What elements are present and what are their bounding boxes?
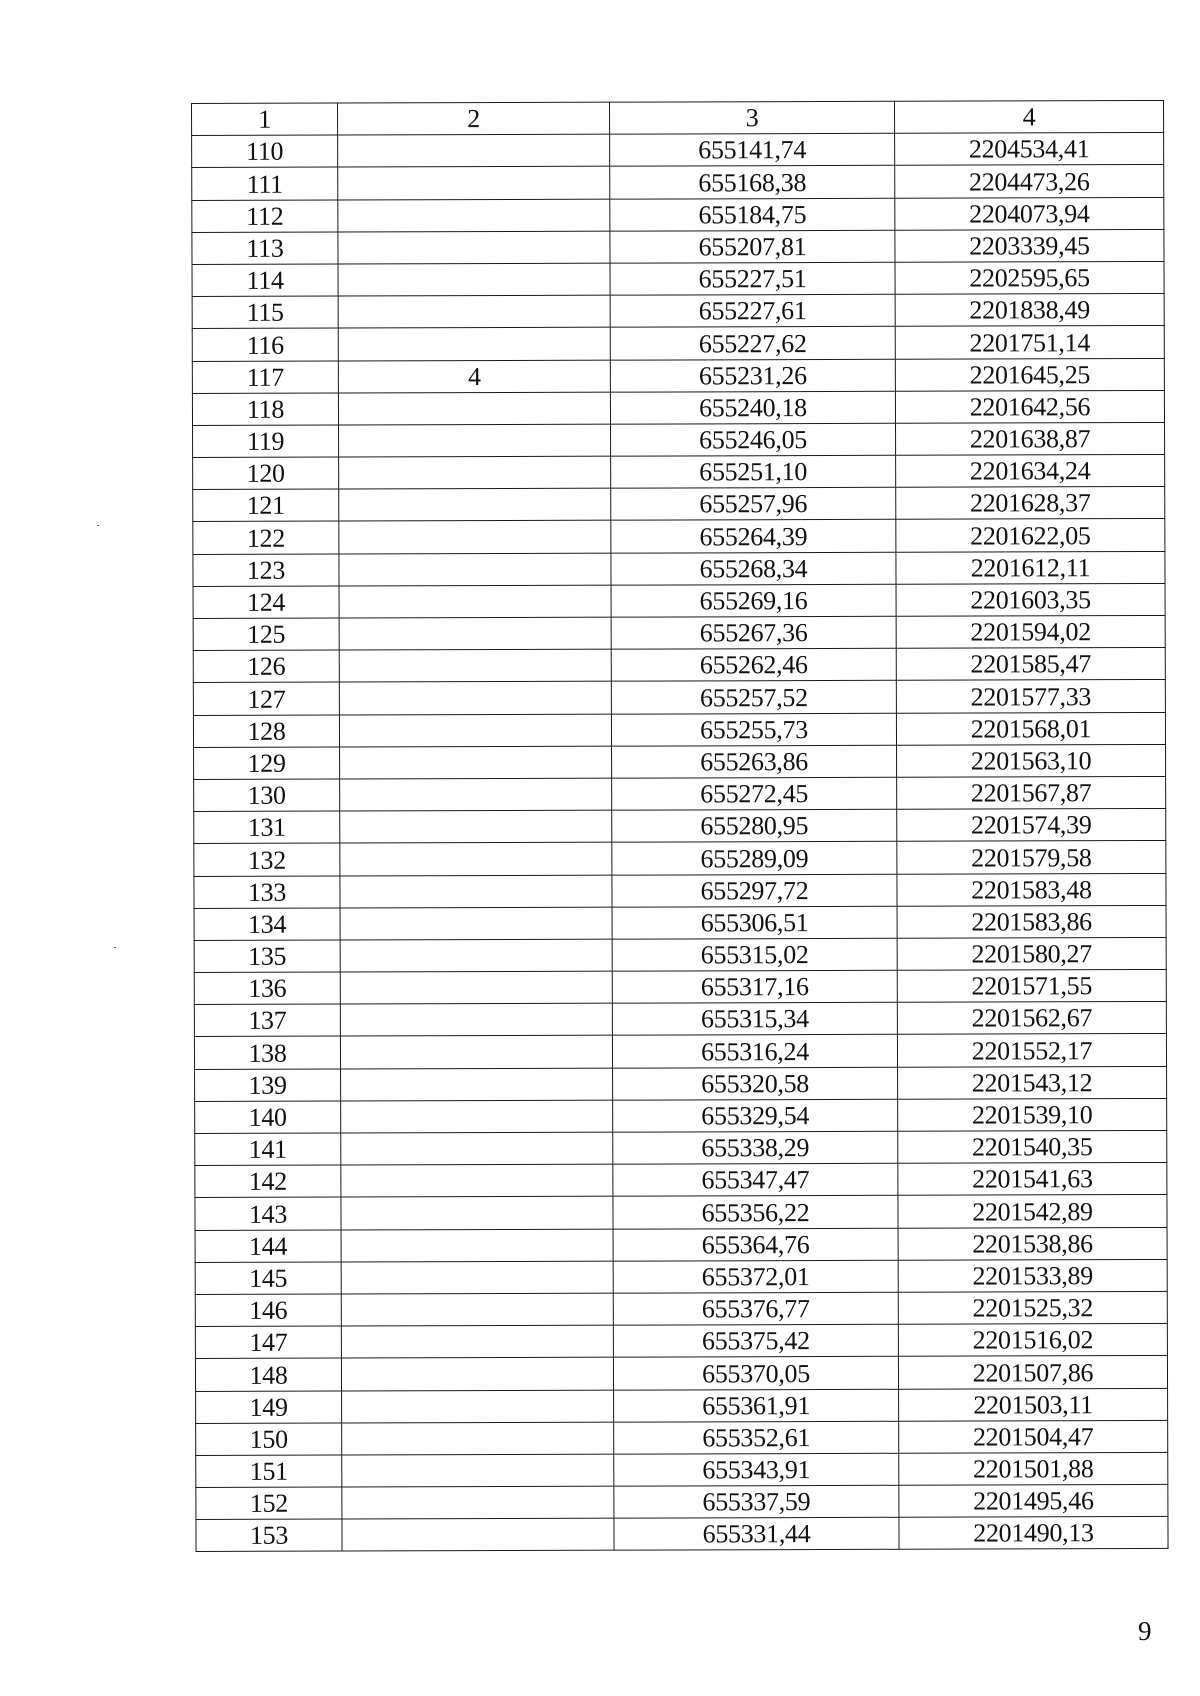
point-number-cell: 152 <box>196 1487 342 1520</box>
point-number-cell: 134 <box>194 908 340 941</box>
contour-number-cell <box>340 1036 612 1069</box>
table-row <box>193 455 1165 490</box>
y-coordinate-cell: 2201603,35 <box>896 583 1165 616</box>
y-coordinate-cell: 2201507,86 <box>898 1356 1167 1389</box>
contour-number-cell <box>341 1229 613 1262</box>
contour-number-cell <box>341 1197 613 1230</box>
x-coordinate-cell: 655207,81 <box>610 230 895 263</box>
table-row <box>194 970 1166 1005</box>
x-coordinate-cell: 655331,44 <box>614 1518 899 1551</box>
contour-number-cell <box>342 1486 614 1519</box>
table-row <box>196 1485 1168 1520</box>
table-row <box>193 648 1165 683</box>
contour-number-cell <box>338 327 610 360</box>
y-coordinate-cell: 2201634,24 <box>896 455 1165 488</box>
contour-number-cell <box>338 392 610 425</box>
table-header-row <box>192 100 1164 135</box>
x-coordinate-cell: 655227,61 <box>610 294 895 327</box>
point-number-cell: 149 <box>196 1391 342 1424</box>
point-number-cell: 121 <box>193 489 339 522</box>
contour-number-cell <box>339 649 611 682</box>
point-number-cell: 139 <box>195 1069 341 1102</box>
point-number-cell: 112 <box>192 200 338 233</box>
contour-number-cell <box>339 456 611 489</box>
point-number-cell: 128 <box>193 715 339 748</box>
point-number-cell: 127 <box>193 682 339 715</box>
y-coordinate-cell: 2201638,87 <box>896 422 1165 455</box>
table-row <box>195 1195 1167 1230</box>
column-header-2: 2 <box>338 102 610 135</box>
contour-number-cell <box>338 263 610 296</box>
table-row <box>193 615 1165 650</box>
point-number-cell: 138 <box>194 1036 340 1069</box>
contour-number-cell <box>339 617 611 650</box>
contour-number-cell <box>340 810 612 843</box>
y-coordinate-cell: 2201540,35 <box>898 1130 1167 1163</box>
table-row <box>192 390 1164 425</box>
x-coordinate-cell: 655168,38 <box>610 166 895 199</box>
point-number-cell: 135 <box>194 940 340 973</box>
point-number-cell: 110 <box>192 135 338 168</box>
point-number-cell: 115 <box>192 296 338 329</box>
point-number-cell: 148 <box>195 1358 341 1391</box>
table-row <box>194 841 1166 876</box>
table-row <box>195 1259 1167 1294</box>
contour-number-cell <box>341 1293 613 1326</box>
table-row <box>194 809 1166 844</box>
x-coordinate-cell: 655267,36 <box>611 616 896 649</box>
point-number-cell: 133 <box>194 876 340 909</box>
contour-number-cell <box>338 295 610 328</box>
y-coordinate-cell: 2201571,55 <box>897 970 1166 1003</box>
table-row <box>194 776 1166 811</box>
x-coordinate-cell: 655316,24 <box>612 1035 897 1068</box>
x-coordinate-cell: 655268,34 <box>611 552 896 585</box>
point-number-cell: 153 <box>196 1519 342 1552</box>
table-row <box>192 294 1164 329</box>
contour-number-cell <box>340 939 612 972</box>
contour-number-cell <box>341 1325 613 1358</box>
contour-number-cell <box>341 1132 613 1165</box>
table-row <box>193 519 1165 554</box>
y-coordinate-cell: 2201543,12 <box>898 1066 1167 1099</box>
contour-number-cell <box>342 1518 614 1551</box>
point-number-cell: 122 <box>193 521 339 554</box>
table-row <box>194 1002 1166 1037</box>
page-number: 9 <box>1138 1616 1152 1646</box>
contour-number-cell <box>339 424 611 457</box>
contour-number-cell <box>340 746 612 779</box>
contour-number-cell <box>341 1164 613 1197</box>
y-coordinate-cell: 2201538,86 <box>898 1227 1167 1260</box>
y-coordinate-cell: 2201583,48 <box>897 873 1166 906</box>
x-coordinate-cell: 655272,45 <box>612 777 897 810</box>
contour-number-cell <box>341 1068 613 1101</box>
point-number-cell: 123 <box>193 554 339 587</box>
x-coordinate-cell: 655315,02 <box>612 938 897 971</box>
x-coordinate-cell: 655280,95 <box>612 809 897 842</box>
contour-number-cell <box>341 1100 613 1133</box>
table-row <box>196 1388 1168 1423</box>
point-number-cell: 119 <box>193 425 339 458</box>
y-coordinate-cell: 2201562,67 <box>897 1002 1166 1035</box>
point-number-cell: 136 <box>194 972 340 1005</box>
y-coordinate-cell: 2201525,32 <box>898 1291 1167 1324</box>
point-number-cell: 151 <box>196 1455 342 1488</box>
point-number-cell: 142 <box>195 1165 341 1198</box>
table-row <box>195 1324 1167 1359</box>
point-number-cell: 125 <box>193 618 339 651</box>
table-body <box>192 133 1168 1552</box>
point-number-cell: 144 <box>195 1230 341 1263</box>
y-coordinate-cell: 2201503,11 <box>899 1388 1168 1421</box>
contour-number-cell <box>339 488 611 521</box>
contour-number-cell <box>339 521 611 554</box>
contour-number-cell <box>340 842 612 875</box>
x-coordinate-cell: 655264,39 <box>611 520 896 553</box>
table-row <box>192 133 1164 168</box>
point-number-cell: 140 <box>195 1101 341 1134</box>
point-number-cell: 132 <box>194 843 340 876</box>
y-coordinate-cell: 2201585,47 <box>896 648 1165 681</box>
contour-number-cell <box>338 134 610 167</box>
contour-number-cell <box>340 971 612 1004</box>
table-row <box>192 326 1164 361</box>
x-coordinate-cell: 655246,05 <box>611 423 896 456</box>
y-coordinate-cell: 2203339,45 <box>895 229 1164 262</box>
x-coordinate-cell: 655257,96 <box>611 488 896 521</box>
x-coordinate-cell: 655317,16 <box>612 970 897 1003</box>
x-coordinate-cell: 655372,01 <box>613 1260 898 1293</box>
y-coordinate-cell: 2201567,87 <box>897 776 1166 809</box>
y-coordinate-cell: 2201622,05 <box>896 519 1165 552</box>
y-coordinate-cell: 2201563,10 <box>897 744 1166 777</box>
table-row <box>193 422 1165 457</box>
table-row <box>194 937 1166 972</box>
table-row <box>195 1098 1167 1133</box>
point-number-cell: 145 <box>195 1262 341 1295</box>
table-row <box>195 1227 1167 1262</box>
contour-number-cell: 4 <box>338 360 610 393</box>
contour-number-cell <box>342 1454 614 1487</box>
x-coordinate-cell: 655306,51 <box>612 906 897 939</box>
y-coordinate-cell: 2204473,26 <box>895 165 1164 198</box>
point-number-cell: 146 <box>195 1294 341 1327</box>
x-coordinate-cell: 655347,47 <box>613 1163 898 1196</box>
table-row <box>196 1420 1168 1455</box>
x-coordinate-cell: 655263,86 <box>612 745 897 778</box>
table-row <box>194 1034 1166 1069</box>
x-coordinate-cell: 655227,62 <box>610 327 895 360</box>
column-header-4: 4 <box>894 100 1163 133</box>
contour-number-cell <box>341 1261 613 1294</box>
point-number-cell: 130 <box>194 779 340 812</box>
x-coordinate-cell: 655269,16 <box>611 584 896 617</box>
x-coordinate-cell: 655227,51 <box>610 262 895 295</box>
contour-number-cell <box>340 907 612 940</box>
table-row <box>196 1452 1168 1487</box>
point-number-cell: 137 <box>194 1004 340 1037</box>
point-number-cell: 114 <box>192 264 338 297</box>
y-coordinate-cell: 2201490,13 <box>899 1517 1168 1550</box>
y-coordinate-cell: 2201612,11 <box>896 551 1165 584</box>
y-coordinate-cell: 2201579,58 <box>897 841 1166 874</box>
table-row <box>194 873 1166 908</box>
y-coordinate-cell: 2201533,89 <box>898 1259 1167 1292</box>
table-row <box>192 229 1164 264</box>
contour-number-cell <box>341 1357 613 1390</box>
x-coordinate-cell: 655262,46 <box>611 648 896 681</box>
y-coordinate-cell: 2201501,88 <box>899 1452 1168 1485</box>
table-row <box>192 165 1164 200</box>
table-row <box>193 551 1165 586</box>
scan-speck <box>97 525 99 526</box>
x-coordinate-cell: 655289,09 <box>612 842 897 875</box>
point-number-cell: 131 <box>194 811 340 844</box>
table-row <box>193 680 1165 715</box>
contour-number-cell <box>338 167 610 200</box>
scan-speck <box>114 947 116 948</box>
table-row <box>195 1130 1167 1165</box>
y-coordinate-cell: 2202595,65 <box>895 261 1164 294</box>
x-coordinate-cell: 655329,54 <box>613 1099 898 1132</box>
y-coordinate-cell: 2201552,17 <box>897 1034 1166 1067</box>
y-coordinate-cell: 2201574,39 <box>897 809 1166 842</box>
table-row <box>195 1066 1167 1101</box>
contour-number-cell <box>342 1390 614 1423</box>
table-row <box>193 583 1165 618</box>
table-row <box>193 712 1165 747</box>
contour-number-cell <box>342 1422 614 1455</box>
point-number-cell: 116 <box>192 328 338 361</box>
contour-number-cell <box>339 553 611 586</box>
table-row <box>192 261 1164 296</box>
table-row <box>195 1356 1167 1391</box>
y-coordinate-cell: 2201594,02 <box>896 615 1165 648</box>
y-coordinate-cell: 2201751,14 <box>895 326 1164 359</box>
x-coordinate-cell: 655257,52 <box>611 681 896 714</box>
point-number-cell: 147 <box>195 1326 341 1359</box>
y-coordinate-cell: 2201583,86 <box>897 905 1166 938</box>
point-number-cell: 113 <box>192 232 338 265</box>
point-number-cell: 118 <box>192 393 338 426</box>
x-coordinate-cell: 655337,59 <box>614 1485 899 1518</box>
table-row <box>196 1517 1168 1552</box>
point-number-cell: 150 <box>196 1423 342 1456</box>
point-number-cell: 124 <box>193 586 339 619</box>
table-row <box>193 487 1165 522</box>
point-number-cell: 141 <box>195 1133 341 1166</box>
x-coordinate-cell: 655320,58 <box>613 1067 898 1100</box>
coordinates-table <box>191 100 1169 1552</box>
y-coordinate-cell: 2201580,27 <box>897 937 1166 970</box>
y-coordinate-cell: 2204073,94 <box>895 197 1164 230</box>
x-coordinate-cell: 655364,76 <box>613 1228 898 1261</box>
y-coordinate-cell: 2201541,63 <box>898 1163 1167 1196</box>
x-coordinate-cell: 655343,91 <box>614 1453 899 1486</box>
contour-number-cell <box>340 1003 612 1036</box>
table-row <box>192 197 1164 232</box>
contour-number-cell <box>340 875 612 908</box>
table-row <box>192 358 1164 393</box>
x-coordinate-cell: 655315,34 <box>612 1003 897 1036</box>
y-coordinate-cell: 2201504,47 <box>899 1420 1168 1453</box>
y-coordinate-cell: 2201516,02 <box>898 1324 1167 1357</box>
table-row <box>194 744 1166 779</box>
point-number-cell: 143 <box>195 1197 341 1230</box>
x-coordinate-cell: 655251,10 <box>611 455 896 488</box>
x-coordinate-cell: 655361,91 <box>614 1389 899 1422</box>
x-coordinate-cell: 655376,77 <box>613 1292 898 1325</box>
table-row <box>195 1163 1167 1198</box>
x-coordinate-cell: 655240,18 <box>610 391 895 424</box>
point-number-cell: 111 <box>192 167 338 200</box>
y-coordinate-cell: 2201542,89 <box>898 1195 1167 1228</box>
x-coordinate-cell: 655297,72 <box>612 874 897 907</box>
column-header-3: 3 <box>609 101 894 134</box>
point-number-cell: 120 <box>193 457 339 490</box>
point-number-cell: 126 <box>193 650 339 683</box>
x-coordinate-cell: 655141,74 <box>610 133 895 166</box>
point-number-cell: 117 <box>192 361 338 394</box>
y-coordinate-cell: 2204534,41 <box>895 133 1164 166</box>
contour-number-cell <box>339 682 611 715</box>
x-coordinate-cell: 655356,22 <box>613 1196 898 1229</box>
table-row <box>195 1291 1167 1326</box>
y-coordinate-cell: 2201577,33 <box>896 680 1165 713</box>
y-coordinate-cell: 2201539,10 <box>898 1098 1167 1131</box>
contour-number-cell <box>339 585 611 618</box>
y-coordinate-cell: 2201628,37 <box>896 487 1165 520</box>
column-header-1: 1 <box>192 103 338 136</box>
x-coordinate-cell: 655338,29 <box>613 1131 898 1164</box>
x-coordinate-cell: 655375,42 <box>613 1324 898 1357</box>
table-row <box>194 905 1166 940</box>
x-coordinate-cell: 655231,26 <box>610 359 895 392</box>
y-coordinate-cell: 2201568,01 <box>896 712 1165 745</box>
x-coordinate-cell: 655184,75 <box>610 198 895 231</box>
x-coordinate-cell: 655352,61 <box>614 1421 899 1454</box>
contour-number-cell <box>338 231 610 264</box>
y-coordinate-cell: 2201642,56 <box>895 390 1164 423</box>
y-coordinate-cell: 2201838,49 <box>895 294 1164 327</box>
x-coordinate-cell: 655370,05 <box>613 1357 898 1390</box>
contour-number-cell <box>338 199 610 232</box>
contour-number-cell <box>340 778 612 811</box>
point-number-cell: 129 <box>194 747 340 780</box>
y-coordinate-cell: 2201645,25 <box>895 358 1164 391</box>
x-coordinate-cell: 655255,73 <box>611 713 896 746</box>
contour-number-cell <box>339 714 611 747</box>
y-coordinate-cell: 2201495,46 <box>899 1485 1168 1518</box>
